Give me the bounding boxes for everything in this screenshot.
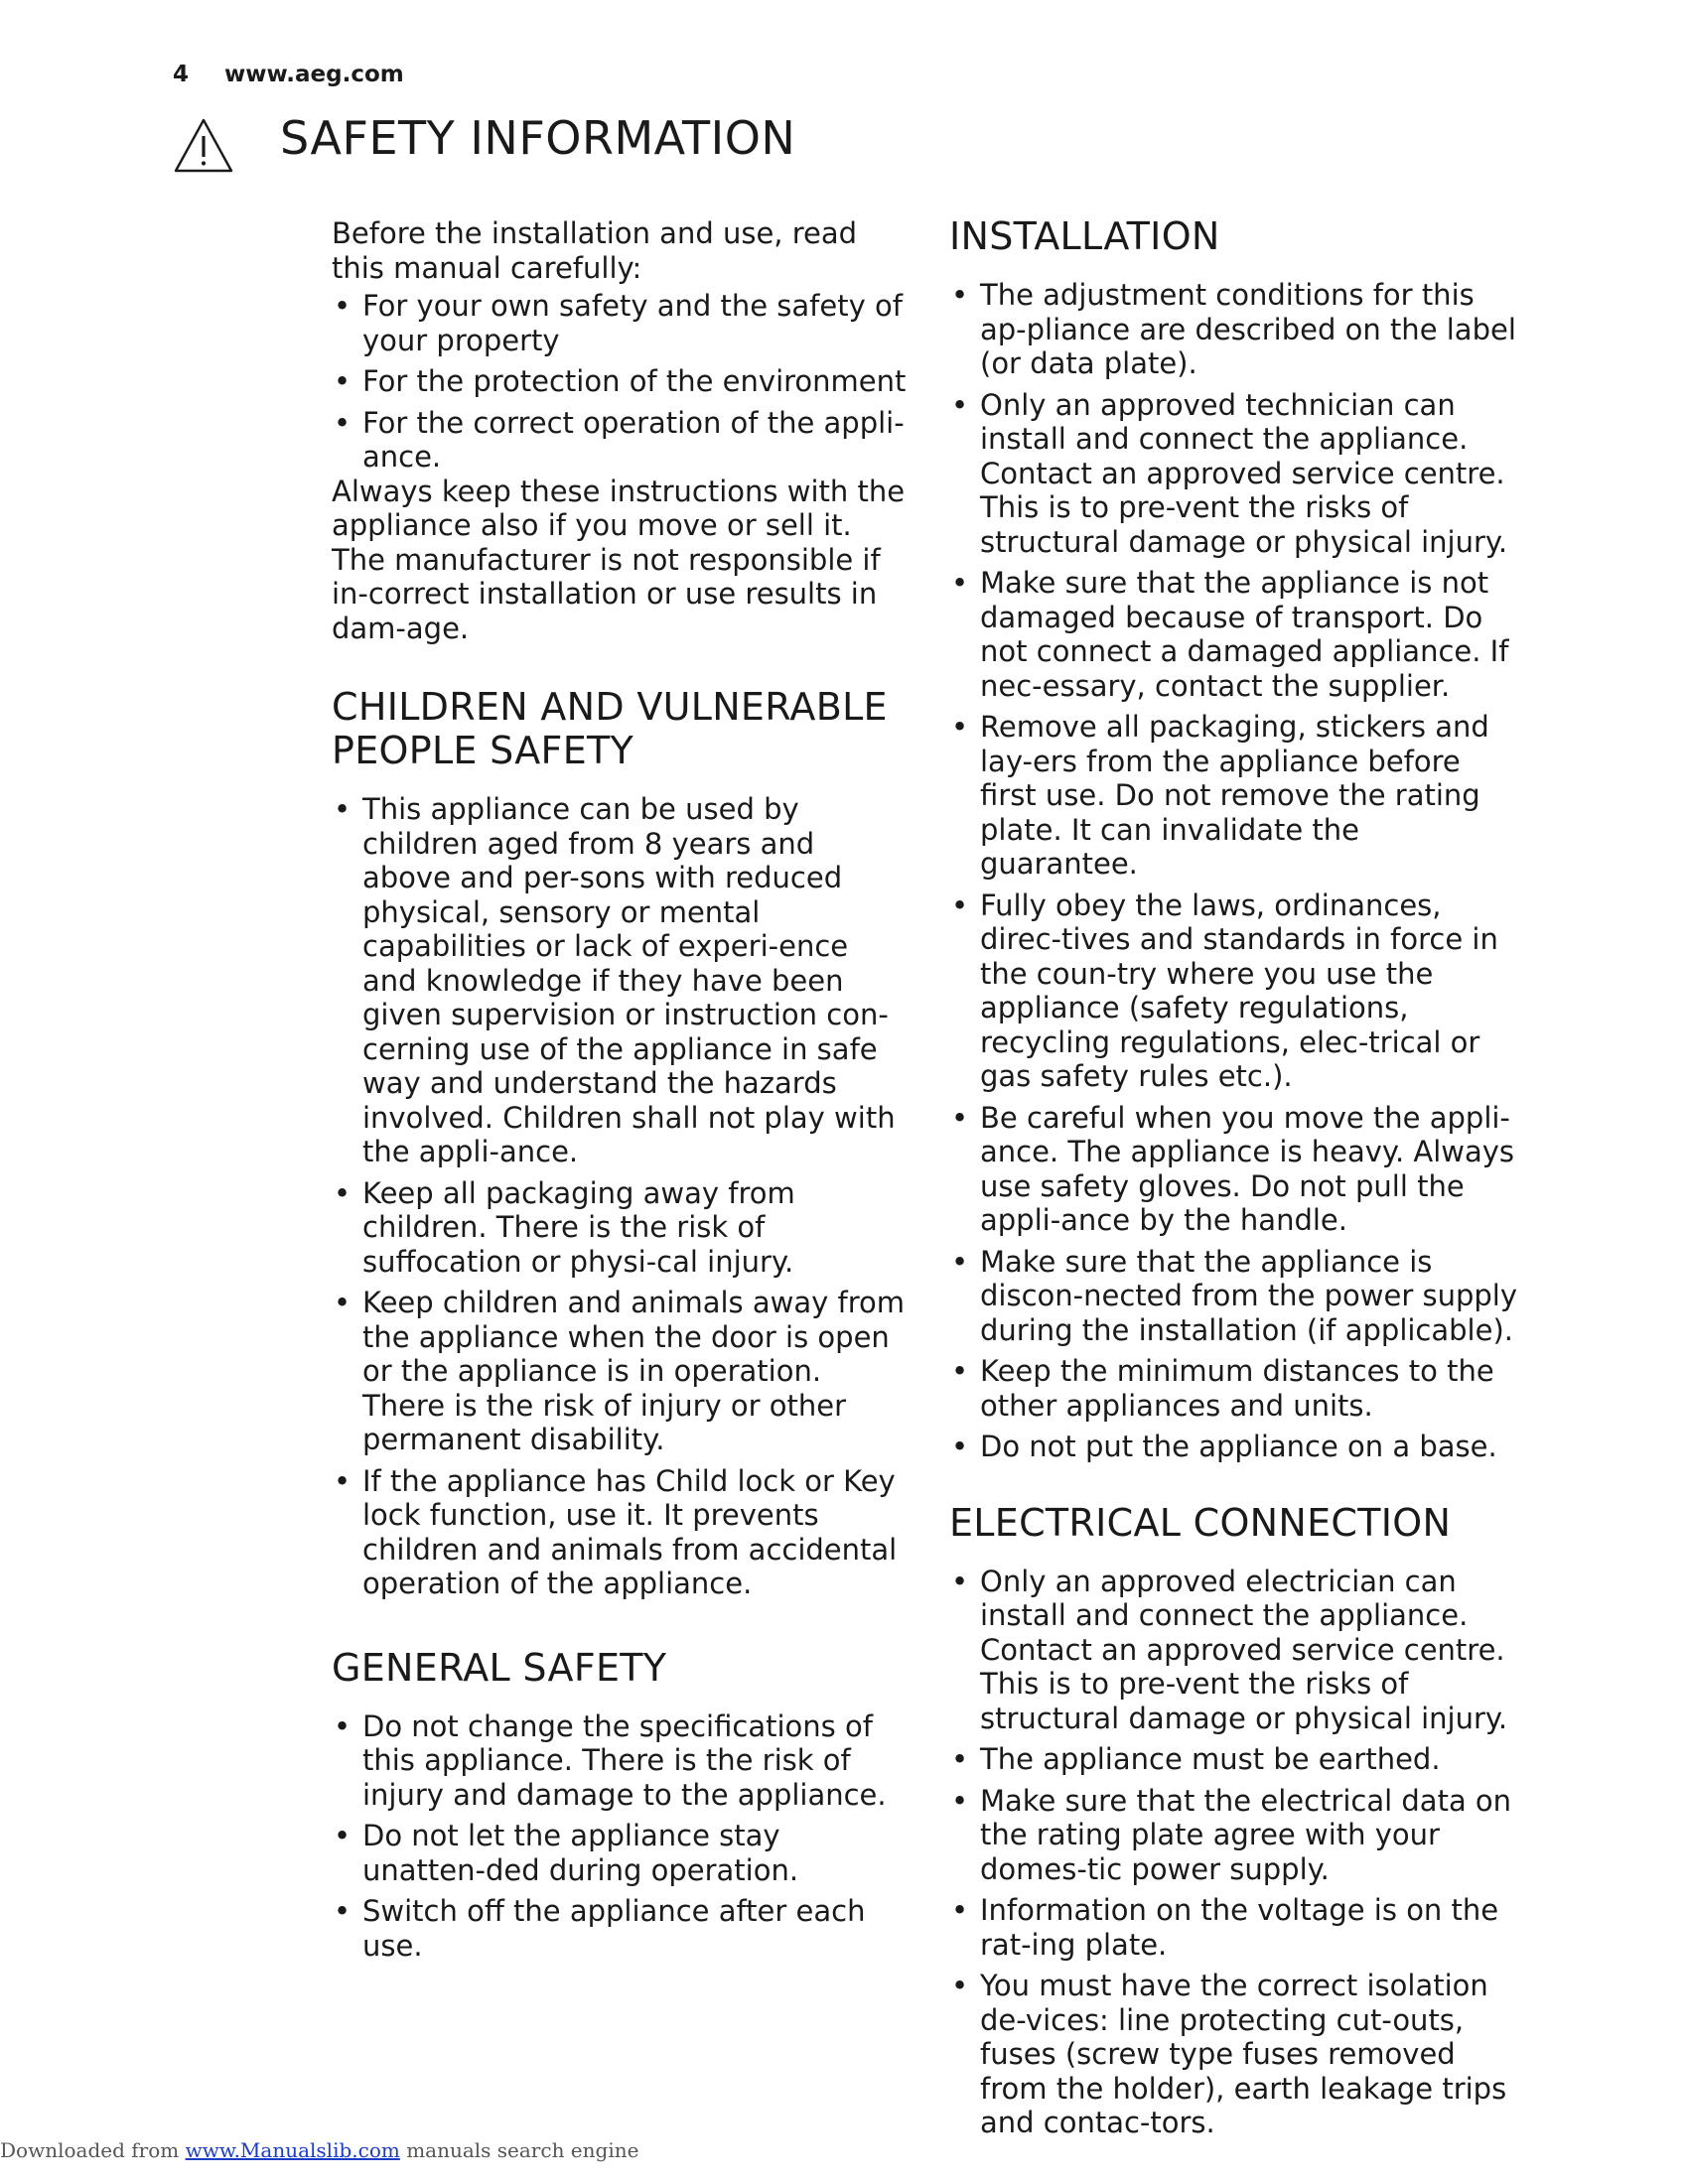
list-item: • Be careful when you move the appli-ance. The appliance is heavy. Always use safety gloves. Do not pull the appli-ance by the handle. bbox=[951, 1100, 1515, 1237]
list-item: • Information on the voltage is on the rat-ing plate. bbox=[951, 1893, 1499, 1962]
bullet-icon: • bbox=[334, 1819, 352, 1852]
section-heading-installation: INSTALLATION bbox=[949, 214, 1220, 258]
children-list bbox=[332, 792, 908, 1601]
bullet-icon: • bbox=[951, 710, 969, 744]
page-header bbox=[173, 62, 404, 87]
bullet-icon: • bbox=[951, 1893, 969, 1927]
list-item: • Fully obey the laws, ordinances, direc-tives and standards in force in the coun-try where you use the appliance (safety regulations, recycling regulations, elec-trical or gas safety rules etc.). bbox=[951, 887, 1498, 1093]
list-item: • Switch off the appliance after each use. bbox=[334, 1894, 866, 1963]
bullet-icon: • bbox=[334, 1463, 352, 1498]
list-item: • If the appliance has Child lock or Key lock function, use it. It prevents children and animals from accidental operation of the appliance. bbox=[334, 1463, 898, 1600]
footer-prefix: Downloaded from bbox=[0, 2138, 180, 2162]
list-item: • Do not change the specifications of this appliance. There is the risk of injury and damage to the appliance. bbox=[334, 1708, 887, 1812]
bullet-icon: • bbox=[334, 1894, 352, 1928]
list-item: • Keep children and animals away from the appliance when the door is open or the appliance is in operation. There is the risk of injury or other permanent disability. bbox=[334, 1286, 905, 1456]
bullet-icon: • bbox=[951, 1430, 969, 1463]
footer-suffix: manuals search engine bbox=[406, 2138, 639, 2162]
section-heading-children: CHILDREN AND VULNERABLE PEOPLE SAFETY bbox=[332, 685, 888, 772]
bullet-icon: • bbox=[334, 1175, 352, 1210]
electrical-list bbox=[949, 1565, 1525, 2140]
bullet-icon: • bbox=[951, 1244, 969, 1279]
intro-list bbox=[332, 289, 908, 475]
bullet-icon: • bbox=[334, 1286, 352, 1319]
list-item: • Do not put the appliance on a base. bbox=[951, 1430, 1497, 1463]
list-item: • Make sure that the appliance is not damaged because of transport. Do not connect a damaged appliance. If nec-essary, contact the supplier. bbox=[951, 566, 1509, 703]
list-item: • For your own safety and the safety of your property bbox=[334, 289, 903, 357]
bullet-icon: • bbox=[334, 289, 352, 323]
left-column bbox=[332, 216, 908, 1970]
bullet-icon: • bbox=[334, 792, 352, 826]
list-item: • Remove all packaging, stickers and lay-ers from the appliance before first use. Do not remove the rating plate. It can invalidate the guarantee. bbox=[951, 710, 1489, 881]
bullet-icon: • bbox=[951, 1783, 969, 1818]
website-link[interactable]: www.aeg.com bbox=[224, 62, 404, 87]
section-heading-general: GENERAL SAFETY bbox=[332, 1645, 667, 1690]
list-item: • Keep all packaging away from children. There is the risk of suffocation or physi-cal injury. bbox=[334, 1175, 795, 1279]
page-number: 4 bbox=[173, 62, 190, 87]
bullet-icon: • bbox=[334, 405, 352, 440]
list-item: • The adjustment conditions for this ap-pliance are described on the label (or data plate). bbox=[951, 278, 1516, 380]
list-item: • For the protection of the environment bbox=[334, 364, 907, 398]
right-column bbox=[949, 214, 1525, 2147]
general-list bbox=[332, 1709, 908, 1964]
list-item: • Do not let the appliance stay unatten-ded during operation. bbox=[334, 1819, 799, 1887]
bullet-icon: • bbox=[951, 887, 969, 922]
list-item: • Make sure that the appliance is discon-nected from the power supply during the installation (if applicable). bbox=[951, 1244, 1518, 1347]
bullet-icon: • bbox=[951, 1742, 969, 1776]
intro-manufacturer-note: The manufacturer is not responsible if in-correct installation or use results in dam-age. bbox=[332, 542, 881, 645]
bullet-icon: • bbox=[334, 364, 352, 398]
manualslib-link[interactable]: www.Manualslib.com bbox=[185, 2138, 400, 2162]
bullet-icon: • bbox=[951, 1100, 969, 1135]
list-item: • Make sure that the electrical data on the rating plate agree with your domes-tic power supply. bbox=[951, 1783, 1512, 1886]
list-item: • You must have the correct isolation de-vices: line protecting cut-outs, fuses (screw type fuses removed from the holder), earth leakage trips and contac-tors. bbox=[951, 1969, 1507, 2139]
list-item: • The appliance must be earthed. bbox=[951, 1742, 1441, 1776]
bullet-icon: • bbox=[951, 278, 969, 312]
bullet-icon: • bbox=[951, 387, 969, 422]
bullet-icon: • bbox=[951, 566, 969, 600]
bullet-icon: • bbox=[334, 1708, 352, 1743]
bullet-icon: • bbox=[951, 1564, 969, 1598]
list-item: • Only an approved electrician can install and connect the appliance. Contact an approved service centre. This is to pre-vent the risks of structural damage or physical injury. bbox=[951, 1564, 1508, 1735]
download-footer bbox=[0, 2138, 638, 2162]
intro-lead: Before the installation and use, read this manual carefully: bbox=[332, 216, 858, 285]
list-item: • Only an approved technician can install and connect the appliance. Contact an approved service centre. This is to pre-vent the risks of structural damage or physical injury. bbox=[951, 387, 1508, 559]
section-heading-electrical: ELECTRICAL CONNECTION bbox=[949, 1500, 1452, 1545]
bullet-icon: • bbox=[951, 1969, 969, 2002]
bullet-icon: • bbox=[951, 1354, 969, 1388]
list-item: • Keep the minimum distances to the other appliances and units. bbox=[951, 1354, 1494, 1423]
list-item: • This appliance can be used by children aged from 8 years and above and per-sons with reduced physical, sensory or mental capabilities or lack of experi-ence and knowledge if they have been given supervision or instruction con-cerning use of the appliance in safe way and understand the hazards involved. Children shall not play with the appli-ance. bbox=[334, 792, 896, 1168]
warning-icon bbox=[173, 117, 234, 175]
list-item: • For the correct operation of the appli-ance. bbox=[334, 405, 905, 474]
installation-list bbox=[949, 278, 1525, 1464]
page-title: SAFETY INFORMATION bbox=[280, 111, 796, 165]
intro-keep-instructions: Always keep these instructions with the appliance also if you move or sell it. bbox=[332, 474, 906, 542]
